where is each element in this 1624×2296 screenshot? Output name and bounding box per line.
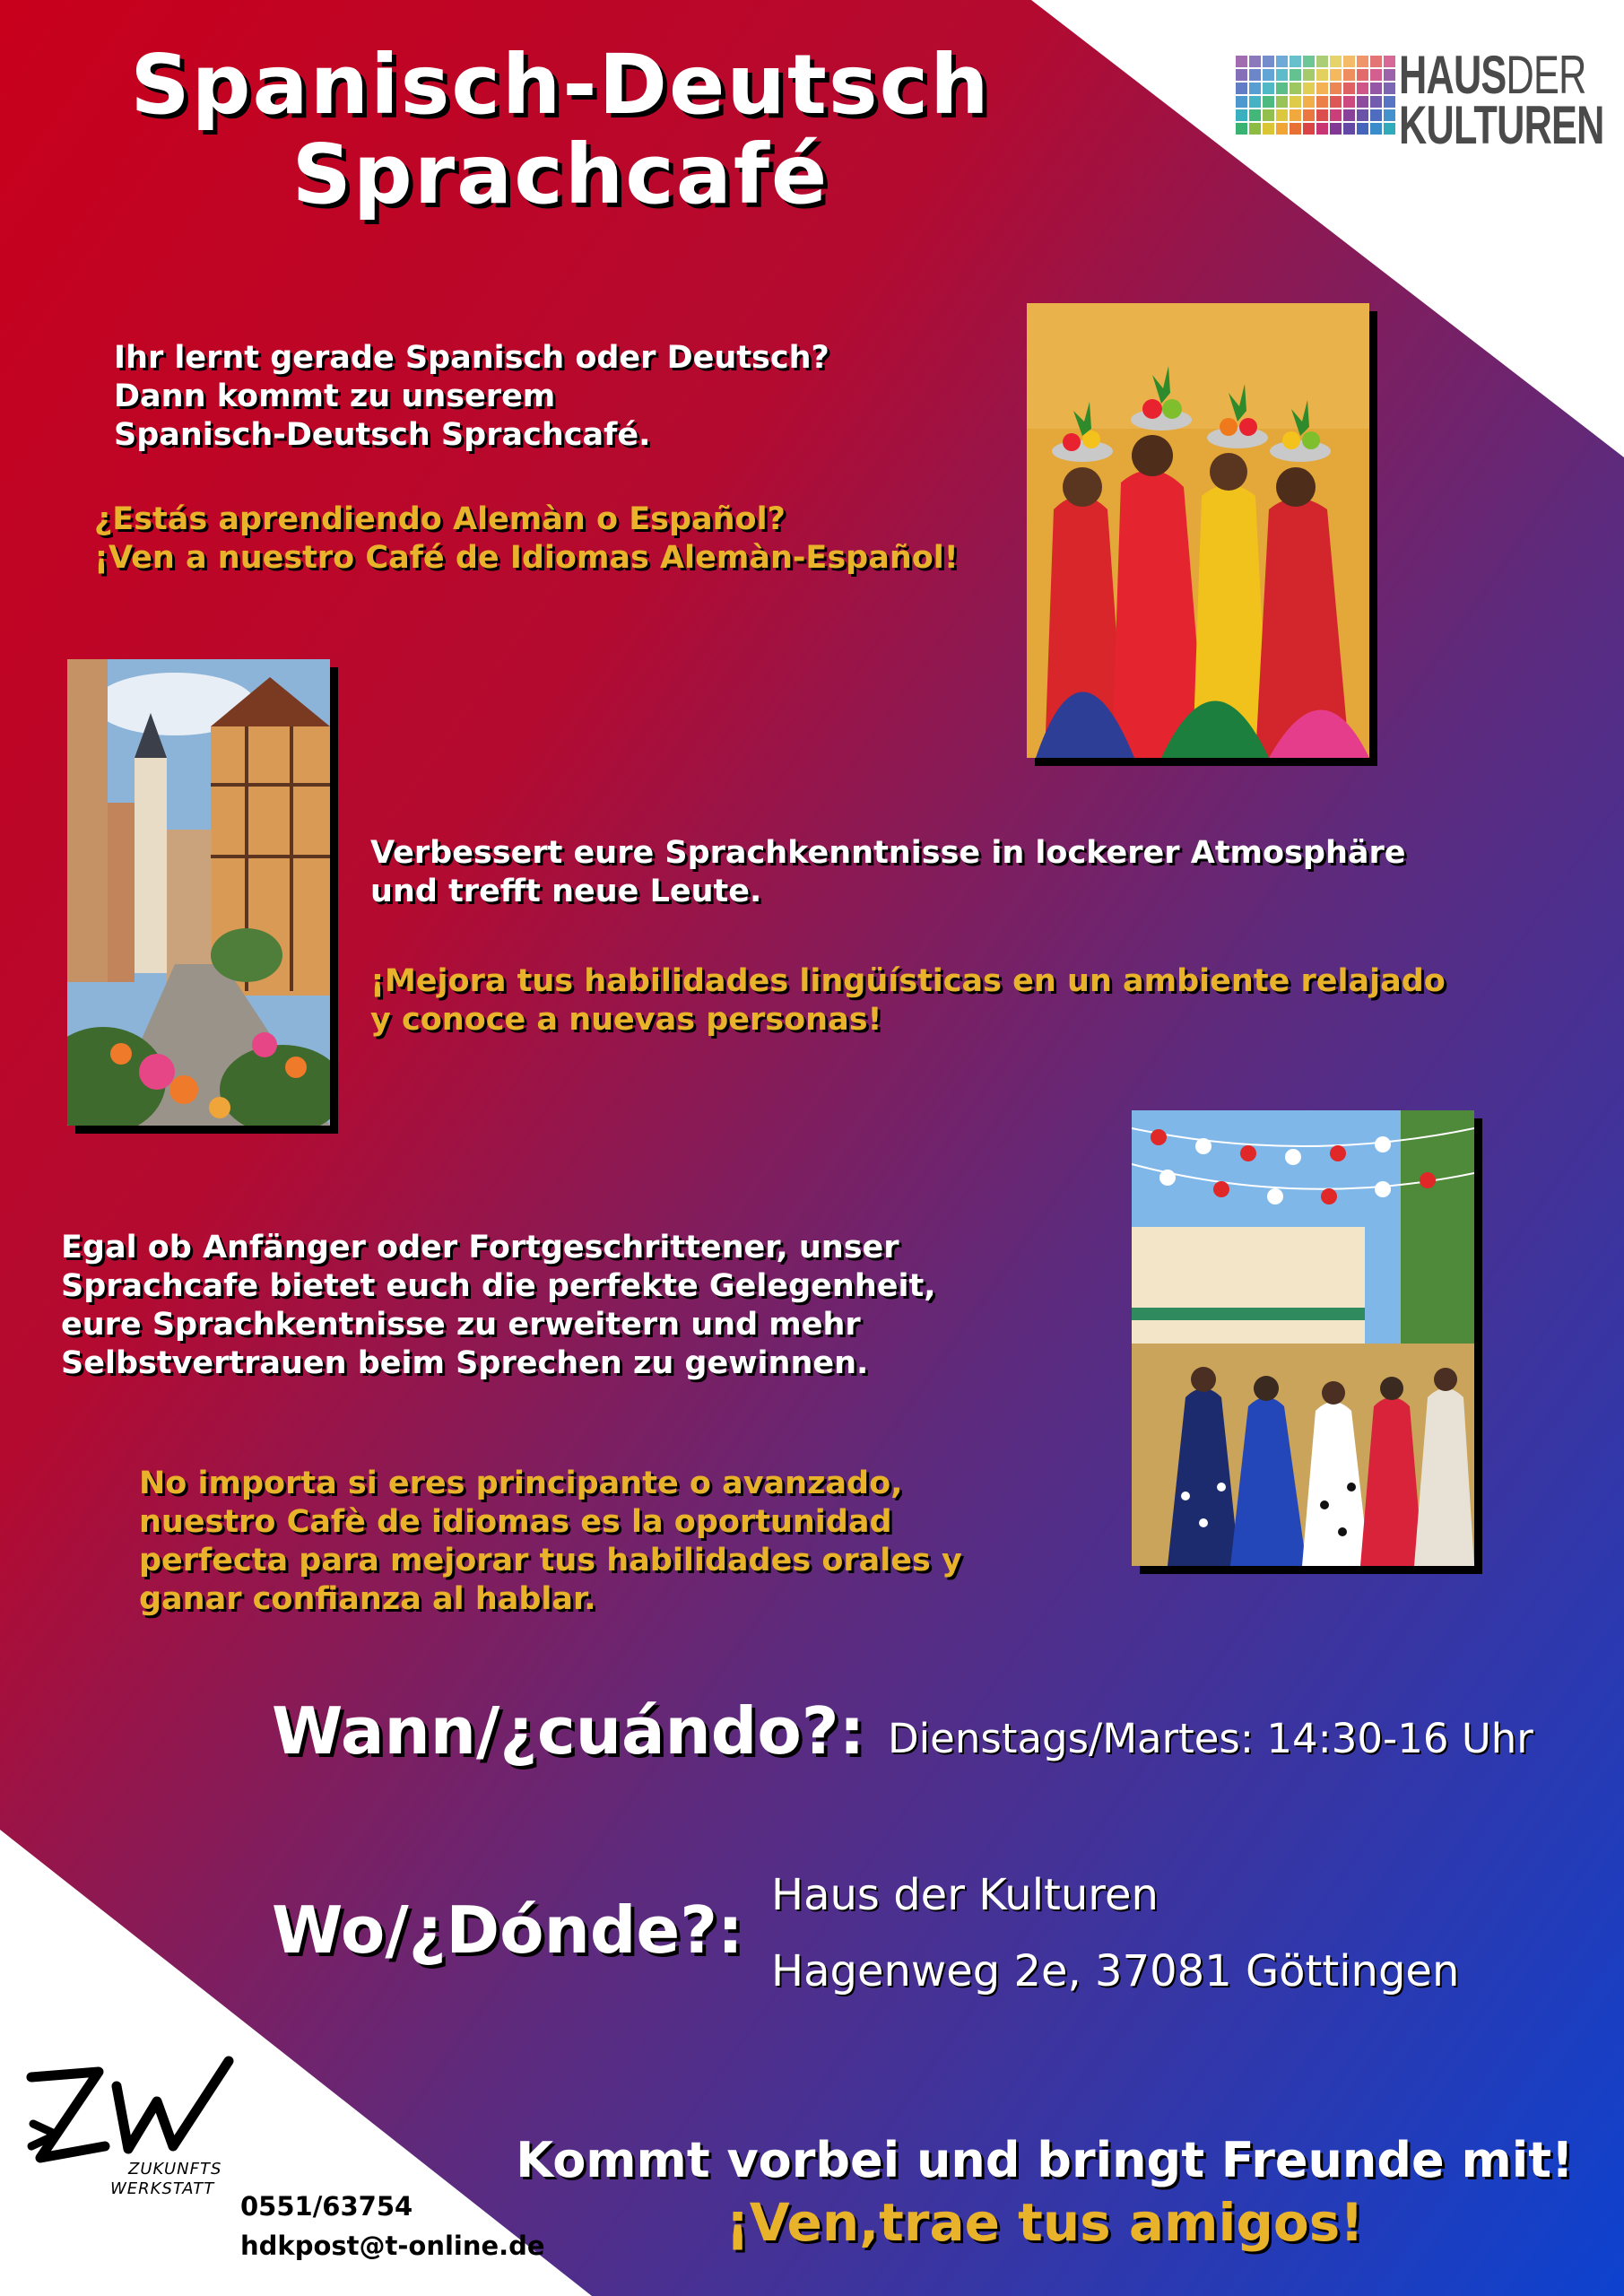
intro-es-line: ¿Estás aprendiendo Alemàn o Español? xyxy=(94,501,786,537)
intro-de-line: Ihr lernt gerade Spanisch oder Deutsch? xyxy=(114,340,829,376)
where-venue: Haus der Kulturen xyxy=(771,1870,1159,1920)
where-address: Hagenweg 2e, 37081 Göttingen xyxy=(771,1946,1460,1996)
block3-es-line: perfecta para mejorar tus habilidades orales y xyxy=(139,1543,962,1578)
block3-es-line: No importa si eres principante o avanzado, xyxy=(139,1465,903,1501)
photo-fruit-vendors xyxy=(1027,303,1369,758)
title-line-1: Spanisch-Deutsch xyxy=(130,37,991,133)
logo-word-der: DER xyxy=(1506,45,1586,105)
logo-word-haus: HAUS xyxy=(1399,45,1507,105)
block3-de-line: Sprachcafe bietet euch die perfekte Gelegenheit, xyxy=(61,1268,936,1304)
where-label: Wo/¿Dónde?: xyxy=(272,1892,743,1968)
block3-es-line: nuestro Cafè de idiomas es la oportunidad xyxy=(139,1504,892,1540)
logo-color-grid-icon xyxy=(1236,56,1395,135)
logo-word-kulturen: KULTUREN xyxy=(1399,95,1604,155)
haus-der-kulturen-logo xyxy=(1236,45,1604,155)
intro-de-line: Spanisch-Deutsch Sprachcafé. xyxy=(114,417,651,453)
when-label: Wann/¿cuándo?: xyxy=(272,1693,865,1769)
photo-town-street xyxy=(67,659,330,1126)
block2-es-line: y conoce a nuevas personas! xyxy=(370,1002,882,1038)
block3-de-line: Egal ob Anfänger oder Fortgeschrittener, unser xyxy=(61,1230,899,1265)
contact-phone: 0551/63754 xyxy=(240,2191,413,2222)
zw-wordmark xyxy=(110,2160,222,2199)
intro-spanish xyxy=(94,500,959,578)
zw-word-2: WERKSTATT xyxy=(110,2179,215,2198)
block2-es-line: ¡Mejora tus habilidades lingüísticas en un ambiente relajado xyxy=(370,963,1446,999)
block3-de-line: Selbstvertrauen beim Sprechen zu gewinnen. xyxy=(61,1345,869,1381)
when-value: Dienstags/Martes: 14:30-16 Uhr xyxy=(888,1715,1533,1762)
zukunftswerkstatt-logo xyxy=(22,2052,247,2205)
poster-title xyxy=(54,37,1067,222)
block3-spanish xyxy=(139,1465,962,1619)
block2-de-line: Verbessert eure Sprachkenntnisse in lockerer Atmosphäre xyxy=(370,835,1406,871)
zw-word-1: ZUKUNFTS xyxy=(128,2160,222,2179)
logo-wordmark xyxy=(1399,45,1604,155)
footer-german: Kommt vorbei und bringt Freunde mit! xyxy=(516,2132,1574,2188)
block3-german xyxy=(61,1229,936,1383)
title-line-2: Sprachcafé xyxy=(291,126,829,222)
footer-spanish: ¡Ven,trae tus amigos! xyxy=(725,2192,1364,2253)
intro-de-line: Dann kommt zu unserem xyxy=(114,378,556,414)
photo-feria-festival xyxy=(1132,1110,1474,1566)
intro-german xyxy=(114,339,829,455)
block2-german xyxy=(370,834,1406,911)
block3-de-line: eure Sprachkentnisse zu erweitern und mehr xyxy=(61,1307,861,1343)
block3-es-line: ganar confianza al hablar. xyxy=(139,1581,596,1617)
contact-email: hdkpost@t-online.de xyxy=(240,2231,545,2261)
intro-es-line: ¡Ven a nuestro Café de Idiomas Alemàn-Español! xyxy=(94,540,959,576)
block2-spanish xyxy=(370,962,1446,1039)
block2-de-line: und trefft neue Leute. xyxy=(370,874,762,909)
